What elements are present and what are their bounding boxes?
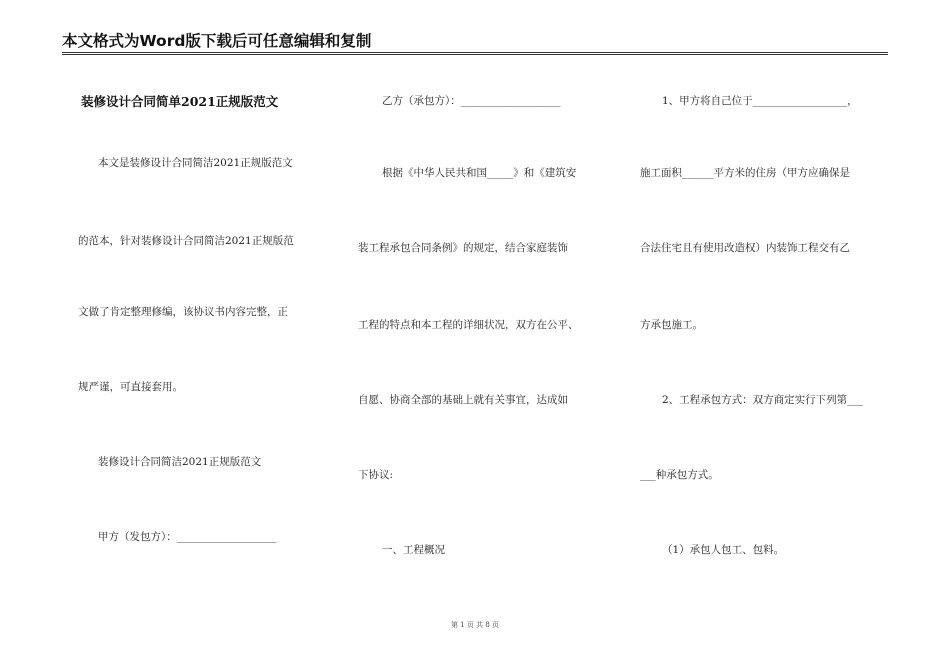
col3-line: 施工面积______平方米的住房（甲方应确保是 — [640, 167, 850, 179]
document-title: 装修设计合同简单2021正规版范文 — [81, 94, 279, 109]
col3-line: 2、工程承包方式：双方商定实行下列第___ — [662, 394, 863, 406]
col1-line: 的范本，针对装修设计合同简洁2021正规版范 — [78, 235, 294, 247]
col3-line: 1、甲方将自己位于__________________， — [662, 95, 858, 107]
col3-line: （1）承包人包工、包料。 — [662, 544, 785, 556]
header-rule-bottom — [62, 54, 888, 55]
col2-line: 装工程承包合同条例》的规定，结合家庭装饰 — [358, 242, 568, 254]
col1-line: 本文是装修设计合同简洁2021正规版范文 — [98, 157, 293, 169]
col2-line: 自愿、协商全部的基础上就有关事宜，达成如 — [358, 394, 568, 406]
col3-line: 方承包施工。 — [640, 319, 703, 331]
col2-line: 下协议: — [358, 469, 394, 481]
col1-line: 甲方（发包方）：___________________ — [98, 531, 277, 543]
col2-line: 工程的特点和本工程的详细状况，双方在公平、 — [358, 319, 579, 331]
header-rule-top — [62, 52, 888, 53]
col3-line: 合法住宅且有使用改造权）内装饰工程交有乙 — [640, 242, 850, 254]
page-number: 第 1 页 共 8 页 — [450, 621, 500, 629]
col1-line: 装修设计合同简洁2021正规版范文 — [98, 456, 262, 468]
col2-line: 乙方（承包方）：___________________ — [382, 95, 561, 107]
download-banner: 本文格式为Word版下载后可任意编辑和复制 — [62, 32, 372, 50]
col3-line: ___种承包方式。 — [640, 469, 719, 481]
col2-line: 一、工程概况 — [382, 544, 445, 556]
col1-line: 规严谨，可直接套用。 — [78, 381, 183, 393]
col2-line: 根据《中华人民共和国_____》和《建筑安 — [382, 167, 577, 179]
col1-line: 文做了肯定整理修编，该协议书内容完整，正 — [78, 306, 288, 318]
